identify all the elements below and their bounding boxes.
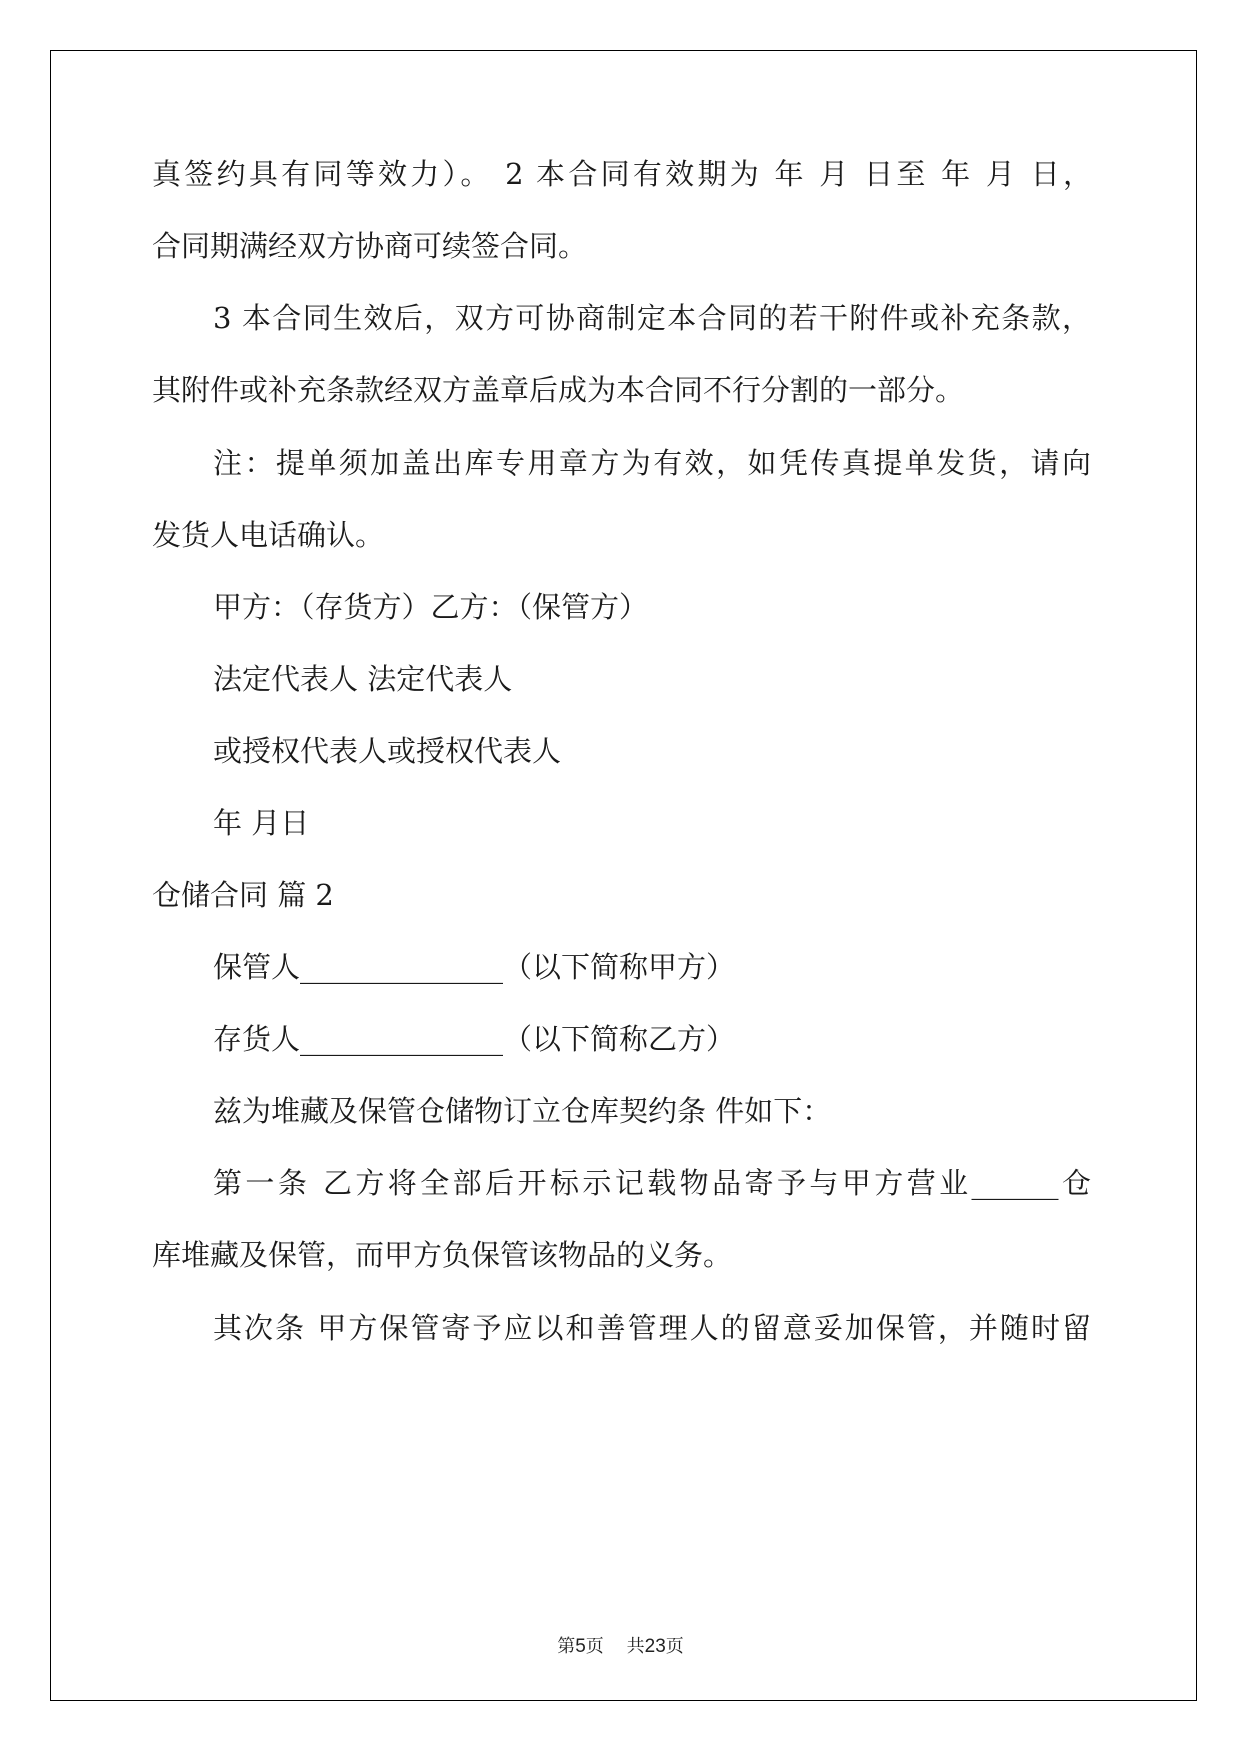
signature-date: 年 月日 xyxy=(213,806,310,840)
page-border xyxy=(50,50,1197,1701)
text-line-note-continued: 发货人电话确认。 xyxy=(152,518,385,552)
section-heading: 仓储合同 篇 2 xyxy=(152,878,334,912)
text-line-article-2: 其次条 甲方保管寄予应以和善管理人的留意妥加保管，并随时留 xyxy=(213,1311,1091,1345)
text-line-validity-term: 真签约具有同等效力）。 2 本合同有效期为 年 月 日至 年 月 日， xyxy=(152,157,1092,191)
text-line-note: 注：提单须加盖出库专用章方为有效，如凭传真提单发货，请向 xyxy=(213,446,1091,480)
footer-page-number: 5 xyxy=(575,1636,586,1657)
text-line-annex-clause: 3 本合同生效后，双方可协商制定本合同的若干附件或补充条款， xyxy=(213,301,1091,335)
footer-mid: 页 共 xyxy=(585,1636,645,1657)
page-footer xyxy=(0,1632,1241,1658)
signature-legal-rep: 法定代表人 法定代表人 xyxy=(213,662,513,696)
text-line-depositor: 存货人______________（以下简称乙方） xyxy=(213,1022,736,1056)
text-line-custodian: 保管人______________（以下简称甲方） xyxy=(213,950,736,984)
text-line-preamble: 兹为堆藏及保管仓储物订立仓库契约条 件如下： xyxy=(213,1094,832,1128)
text-line-annex-continued: 其附件或补充条款经双方盖章后成为本合同不行分割的一部分。 xyxy=(152,373,965,407)
text-line-article-1: 第一条 乙方将全部后开标示记载物品寄予与甲方营业______仓 xyxy=(213,1166,1091,1200)
footer-prefix: 第 xyxy=(557,1636,576,1657)
signature-parties: 甲方：（存货方）乙方：（保管方） xyxy=(213,590,649,624)
footer-suffix: 页 xyxy=(665,1636,684,1657)
text-line-renewal: 合同期满经双方协商可续签合同。 xyxy=(152,229,588,263)
signature-authorized-rep: 或授权代表人或授权代表人 xyxy=(213,734,562,768)
text-line-article-1-continued: 库堆藏及保管，而甲方负保管该物品的义务。 xyxy=(152,1238,733,1272)
footer-total-pages: 23 xyxy=(644,1636,666,1657)
